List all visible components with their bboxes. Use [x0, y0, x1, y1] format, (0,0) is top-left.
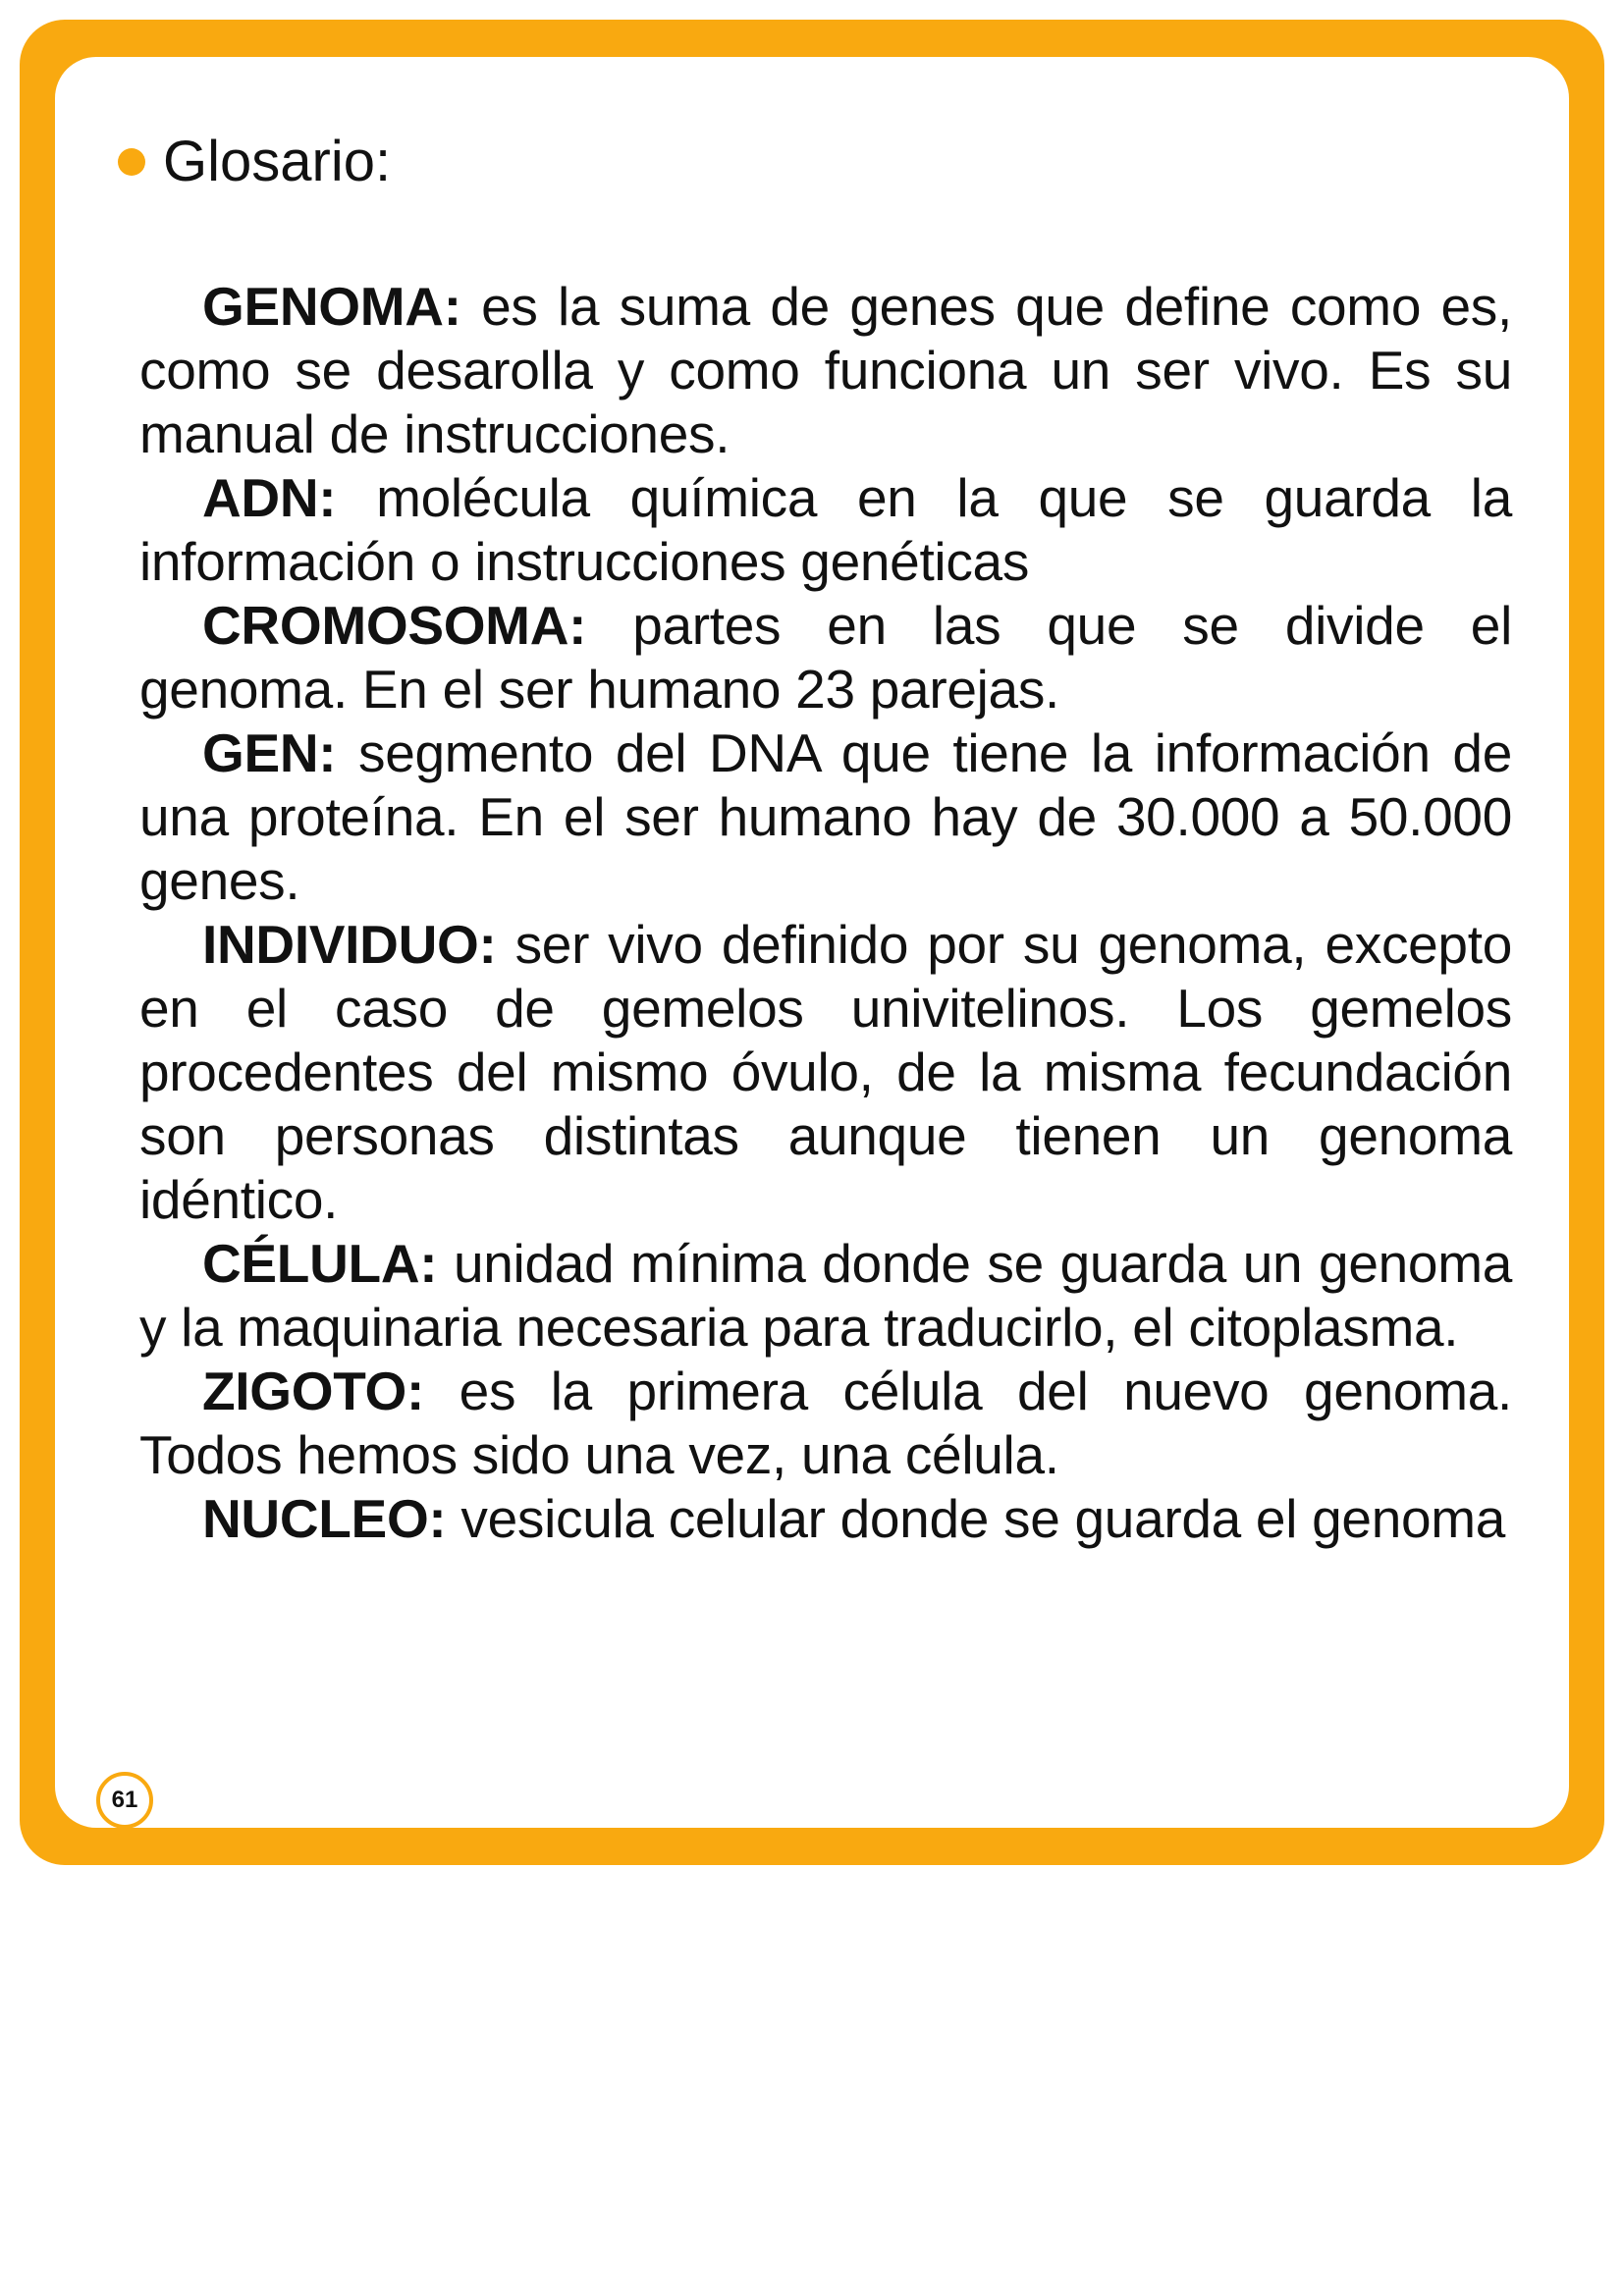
glossary-entry [139, 594, 1512, 721]
glossary-entry [139, 275, 1512, 466]
page-number: 61 [96, 1772, 153, 1829]
glossary-entry [139, 1232, 1512, 1360]
glossary-term: INDIVIDUO: [202, 914, 497, 975]
glossary-definition: ser vivo definido por su genoma, excepto en el caso de gemelos univitelinos. Los gemelos procedentes del mismo óvulo, de la misma fecundación son personas distintas aunque tienen un genoma idéntico. [139, 914, 1512, 1230]
heading-text: Glosario: [163, 130, 392, 193]
content-panel [55, 57, 1569, 1828]
page-frame [20, 20, 1604, 1865]
glossary-list [139, 275, 1512, 1551]
glossary-term: NUCLEO: [202, 1488, 447, 1549]
glossary-definition: partes en las que se divide el genoma. En el ser humano 23 parejas. [139, 595, 1512, 720]
glossary-definition: molécula química en la que se guarda la información o instrucciones genéticas [139, 467, 1512, 592]
glossary-entry [139, 1360, 1512, 1487]
glossary-term: CROMOSOMA: [202, 595, 587, 656]
glossary-term: ZIGOTO: [202, 1361, 425, 1421]
glossary-term: GEN: [202, 722, 337, 783]
glossary-entry [139, 721, 1512, 913]
glossary-entry [139, 466, 1512, 594]
glossary-definition: unidad mínima donde se guarda un genoma y la maquinaria necesaria para traducirlo, el citoplasma. [139, 1233, 1512, 1358]
glossary-definition: vesicula celular donde se guarda el genoma [446, 1488, 1506, 1549]
glossary-term: GENOMA: [202, 276, 461, 337]
glossary-definition: es la suma de genes que define como es, como se desarolla y como funciona un ser vivo. Es su manual de instrucciones. [139, 276, 1512, 464]
glossary-heading [118, 130, 392, 193]
bullet-icon [118, 148, 145, 176]
glossary-term: ADN: [202, 467, 337, 528]
glossary-entry [139, 913, 1512, 1232]
glossary-definition: segmento del DNA que tiene la información de una proteína. En el ser humano hay de 30.000 a 50.000 genes. [139, 722, 1512, 911]
glossary-entry [139, 1487, 1512, 1551]
glossary-definition: es la primera célula del nuevo genoma. Todos hemos sido una vez, una célula. [139, 1361, 1512, 1485]
glossary-term: CÉLULA: [202, 1233, 438, 1294]
